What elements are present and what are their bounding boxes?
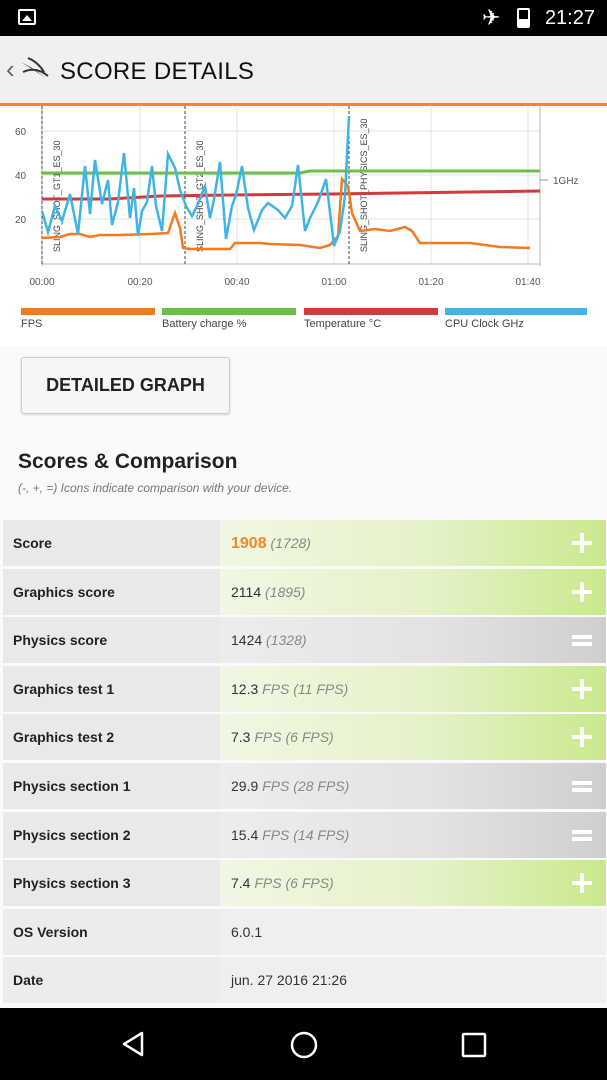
legend-item-cpu-clock bbox=[445, 308, 587, 328]
navigation-bar bbox=[0, 1008, 607, 1080]
row-value: 1424 bbox=[231, 632, 263, 649]
row-label: Date bbox=[13, 972, 44, 989]
physics-score-row bbox=[3, 617, 606, 663]
legend-label: FPS bbox=[21, 318, 43, 330]
row-label: Physics section 1 bbox=[13, 777, 131, 794]
row-unit: FPS bbox=[254, 729, 282, 746]
equal-icon bbox=[570, 774, 594, 798]
physics-section-1-row bbox=[3, 763, 606, 809]
row-label: Physics score bbox=[13, 632, 108, 649]
row-value: 12.3 bbox=[231, 680, 259, 697]
temperature-legend-swatch bbox=[304, 308, 438, 315]
graphics-test-2-row bbox=[3, 714, 606, 760]
row-compare: (14 FPS) bbox=[293, 826, 350, 843]
row-label: Physics section 3 bbox=[13, 875, 131, 892]
app-logo-icon[interactable] bbox=[18, 52, 50, 84]
row-compare: (1895) bbox=[265, 583, 306, 600]
date-row bbox=[3, 957, 606, 1003]
legend-item-fps bbox=[21, 308, 155, 328]
row-value: 1908 bbox=[231, 535, 267, 552]
row-unit: FPS bbox=[254, 875, 282, 892]
status-bar bbox=[0, 0, 607, 36]
image-notification-icon bbox=[18, 9, 36, 25]
row-value: 7.4 bbox=[231, 875, 251, 892]
app-bar bbox=[0, 36, 607, 106]
section-marker-physics: SLING_SHOT_PHYSICS_ES_30 bbox=[359, 118, 369, 252]
row-value: 7.3 bbox=[231, 729, 251, 746]
y-tick-label: 20 bbox=[15, 215, 27, 226]
row-compare: (1328) bbox=[266, 632, 307, 649]
scores-subheading: (-, +, =) Icons indicate comparison with your device. bbox=[18, 481, 293, 495]
x-tick-label: 00:40 bbox=[224, 277, 250, 288]
scores-table bbox=[3, 520, 606, 1006]
plus-icon bbox=[570, 580, 594, 604]
plus-icon bbox=[570, 871, 594, 895]
row-unit: FPS bbox=[262, 680, 290, 697]
row-label: OS Version bbox=[13, 923, 88, 940]
temperature-series bbox=[42, 191, 540, 199]
row-label: Graphics test 1 bbox=[13, 680, 115, 697]
row-value: 29.9 bbox=[231, 777, 259, 794]
legend-label: Temperature °C bbox=[304, 318, 382, 330]
row-compare: (1728) bbox=[270, 535, 311, 551]
x-tick-label: 00:00 bbox=[29, 277, 55, 288]
legend-item-temperature bbox=[304, 308, 438, 328]
row-label: Score bbox=[13, 535, 52, 551]
plus-icon bbox=[570, 725, 594, 749]
home-circle-icon[interactable] bbox=[289, 1030, 319, 1060]
row-label: Graphics test 2 bbox=[13, 729, 115, 746]
section-marker-gt1: SLING_SHOT_GT1_ES_30 bbox=[52, 140, 62, 252]
back-chevron-icon[interactable]: ‹ bbox=[6, 54, 15, 84]
row-label: Physics section 2 bbox=[13, 826, 131, 843]
scores-heading: Scores & Comparison bbox=[18, 450, 238, 473]
y-tick-label: 40 bbox=[15, 171, 27, 182]
graphics-test-1-row bbox=[3, 666, 606, 712]
row-value: 6.0.1 bbox=[231, 923, 263, 940]
legend-item-battery bbox=[162, 308, 296, 328]
row-label: Graphics score bbox=[13, 583, 115, 600]
detailed-graph-button[interactable]: DETAILED GRAPH bbox=[21, 357, 230, 414]
airplane-mode-icon: ✈ bbox=[482, 5, 501, 30]
equal-icon bbox=[570, 823, 594, 847]
physics-section-3-row bbox=[3, 860, 606, 906]
plus-icon bbox=[570, 677, 594, 701]
os-version-row bbox=[3, 909, 606, 955]
row-compare: (6 FPS) bbox=[285, 729, 334, 746]
row-unit: FPS bbox=[262, 777, 290, 794]
physics-section-2-row bbox=[3, 812, 606, 858]
y-tick-label: 60 bbox=[15, 127, 27, 138]
score-row bbox=[3, 520, 606, 566]
row-value: jun. 27 2016 21:26 bbox=[231, 972, 347, 989]
x-tick-label: 01:00 bbox=[321, 277, 347, 288]
battery-series bbox=[42, 171, 540, 173]
x-tick-label: 01:20 bbox=[418, 277, 444, 288]
battery-legend-swatch bbox=[162, 308, 296, 315]
status-time: 21:27 bbox=[544, 7, 595, 29]
legend-label: Battery charge % bbox=[162, 318, 247, 330]
row-unit: FPS bbox=[262, 826, 290, 843]
cpu-clock-axis-label: 1GHz bbox=[553, 176, 579, 187]
graph-svg bbox=[0, 106, 607, 306]
graphics-score-row bbox=[3, 569, 606, 615]
x-tick-label: 01:40 bbox=[515, 277, 541, 288]
row-value: 2114 bbox=[231, 583, 262, 600]
legend-label: CPU Clock GHz bbox=[445, 318, 524, 330]
x-tick-label: 00:20 bbox=[127, 277, 153, 288]
section-marker-gt2: SLING_SHOT_GT2_ES_30 bbox=[195, 140, 205, 252]
equal-icon bbox=[570, 628, 594, 652]
plus-icon bbox=[570, 531, 594, 555]
battery-icon bbox=[517, 8, 530, 28]
row-compare: (6 FPS) bbox=[285, 875, 334, 892]
back-triangle-icon[interactable] bbox=[120, 1030, 148, 1058]
row-value: 15.4 bbox=[231, 826, 259, 843]
fps-legend-swatch bbox=[21, 308, 155, 315]
row-compare: (11 FPS) bbox=[293, 680, 349, 697]
row-compare: (28 FPS) bbox=[293, 777, 350, 794]
cpu-clock-legend-swatch bbox=[445, 308, 587, 315]
recents-square-icon[interactable] bbox=[461, 1032, 487, 1058]
page-title: SCORE DETAILS bbox=[60, 58, 255, 85]
